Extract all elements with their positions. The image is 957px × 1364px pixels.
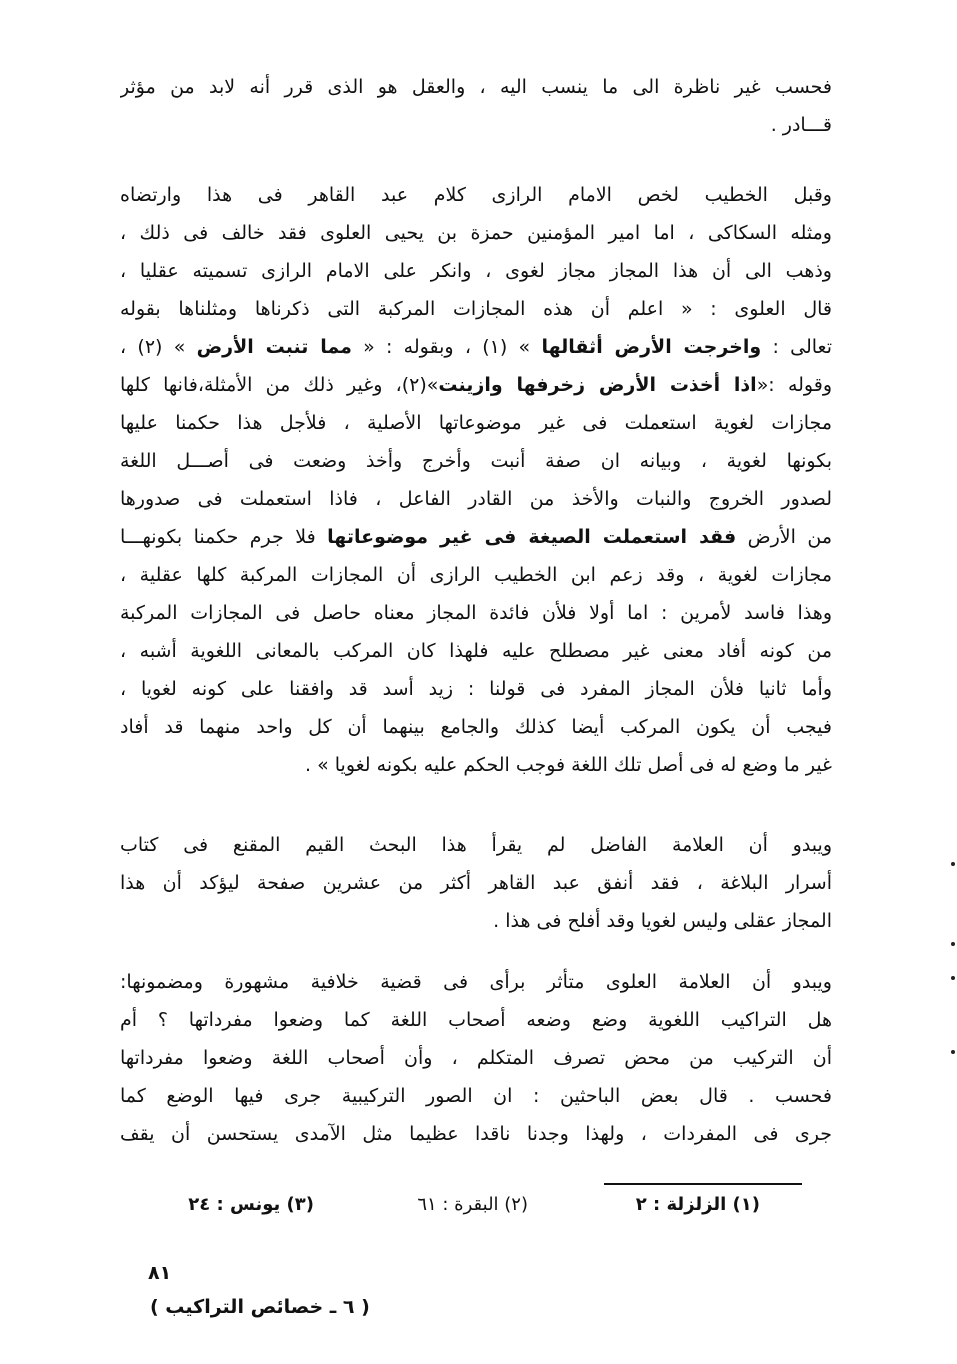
paragraph-3: [120, 826, 832, 940]
scan-mark: [951, 976, 955, 980]
footnotes: [150, 1194, 760, 1228]
text-line: ويبدو أن العلامة الفاضل لم يقرأ هذا البحث القيم المقنع فى كتاب: [120, 834, 832, 856]
bold-phrase: واخرجت الأرض أثقالها: [541, 336, 762, 358]
text-line: غير ما وضع له فى أصل تلك اللغة فوجب الحكم عليه بكونه لغويا » .: [305, 754, 832, 776]
footnote-divider: [604, 1183, 802, 1185]
scan-mark: [951, 862, 955, 866]
text-line: جرى فى المفردات ، ولهذا وجدنا ناقدا عظيما مثل الآمدى يستحسن أن يقف: [120, 1123, 832, 1145]
text-line: تعالى : واخرجت الأرض أثقالها » (١) ، وبقوله : « مما تنبت الأرض » (٢) ،: [120, 336, 832, 358]
text-line: ومثله السكاكى ، اما امير المؤمنين حمزة بن يحيى العلوى فقد خالف فى ذلك ،: [120, 222, 832, 244]
chapter-label: ( ٦ ـ خصائص التراكيب ): [150, 1296, 370, 1318]
scan-mark: [951, 942, 955, 946]
text-line: ويبدو أن العلامة العلوى متأثر برأى فى قضية خلافية مشهورة ومضمونها:: [120, 971, 832, 993]
text-line: من الأرض فقد استعملت الصيغة فى غير موضوعاتها فلا جرم حكمنا بكونهـــا: [120, 526, 832, 548]
text-line: فحسب غير ناظرة الى ما ينسب اليه ، والعقل هو الذى قرر أنه لابد من مؤثر: [120, 76, 832, 98]
text-line: وقبل الخطيب لخص الامام الرازى كلام عبد القاهر فى هذا وارتضاه: [120, 184, 832, 206]
footnote-1: (١) الزلزلة : ٢: [635, 1194, 760, 1215]
text-line: مجازات لغوية ، وقد زعم ابن الخطيب الرازى أن المجازات المركبة كلها عقلية ،: [120, 564, 832, 586]
bold-phrase: فقد استعملت الصيغة فى غير موضوعاتها: [327, 526, 737, 548]
text-line: وذهب الى أن هذا المجاز مجاز لغوى ، وانكر على الامام الرازى تسميته عقليا ،: [120, 260, 832, 282]
paragraph-4: [120, 963, 832, 1153]
text-line: أن التركيب من محض تصرف المتكلم ، وأن أصحاب اللغة وضعوا مفرداتها: [120, 1047, 832, 1069]
footnote-2: (٢) البقرة : ٦١: [417, 1194, 528, 1215]
text-line: لصدور الخروج والنبات والأخذ من القادر الفاعل ، فاذا استعملت فى صدورها: [120, 488, 832, 510]
text-line: وهذا فاسد لأمرين : اما أولا فلأن فائدة المجاز معناه حاصل فى المجازات المركبة: [120, 602, 832, 624]
paragraph-2: [120, 176, 832, 784]
text-line: فحسب . قال بعض الباحثين : ان الصور التركيبية جرى فيها الوضع كما: [120, 1085, 832, 1107]
footnote-3: (٣) يونس : ٢٤: [188, 1194, 314, 1215]
text-line: أسرار البلاغة ، فقد أنفق عبد القاهر أكثر من عشرين صفحة ليؤكد أن هذا: [120, 872, 832, 894]
text-line: المجاز عقلى وليس لغويا وقد أفلح فى هذا .: [493, 910, 832, 932]
text-line: مجازات لغوية استعملت فى غير موضوعاتها الأصلية ، فلأجل هذا حكمنا عليها: [120, 412, 832, 434]
bold-phrase: مما تنبت الأرض: [196, 336, 352, 358]
scan-mark: [951, 1050, 955, 1054]
text-line: وقوله :«اذا أخذت الأرض زخرفها وازينت»(٢)، وغير ذلك من الأمثلة،فانها كلها: [120, 374, 832, 396]
page-number: ٨١: [148, 1262, 172, 1284]
text-line: بكونها لغوية ، وبيانه ان صفة أنبت وأخرج وأخذ وضعت فى أصـــل اللغة: [120, 450, 832, 472]
text-line: وأما ثانيا فلأن المجاز المفرد فى قولنا : زيد أسد قد وافقنا على كونه لغويا ،: [120, 678, 832, 700]
paragraph-1: [120, 68, 832, 144]
text-line: قال العلوى : « اعلم أن هذه المجازات المركبة التى ذكرناها ومثلناها بقوله: [120, 298, 832, 320]
text-line: فيجب أن يكون المركب أيضا كذلك والجامع بينهما أن كل واحد منهما قد أفاد: [120, 716, 832, 738]
text-line: قـــادر .: [770, 114, 832, 136]
text-line: من كونه أفاد معنى غير مصطلح عليه فلهذا كان المركب بالمعانى اللغوية أشبه ،: [120, 640, 832, 662]
text-line: هل التراكيب اللغوية وضع وضعه أصحاب اللغة كما وضعوا مفرداتها ؟ أم: [120, 1009, 832, 1031]
bold-phrase: اذا أخذت الأرض زخرفها وازينت: [438, 374, 757, 396]
